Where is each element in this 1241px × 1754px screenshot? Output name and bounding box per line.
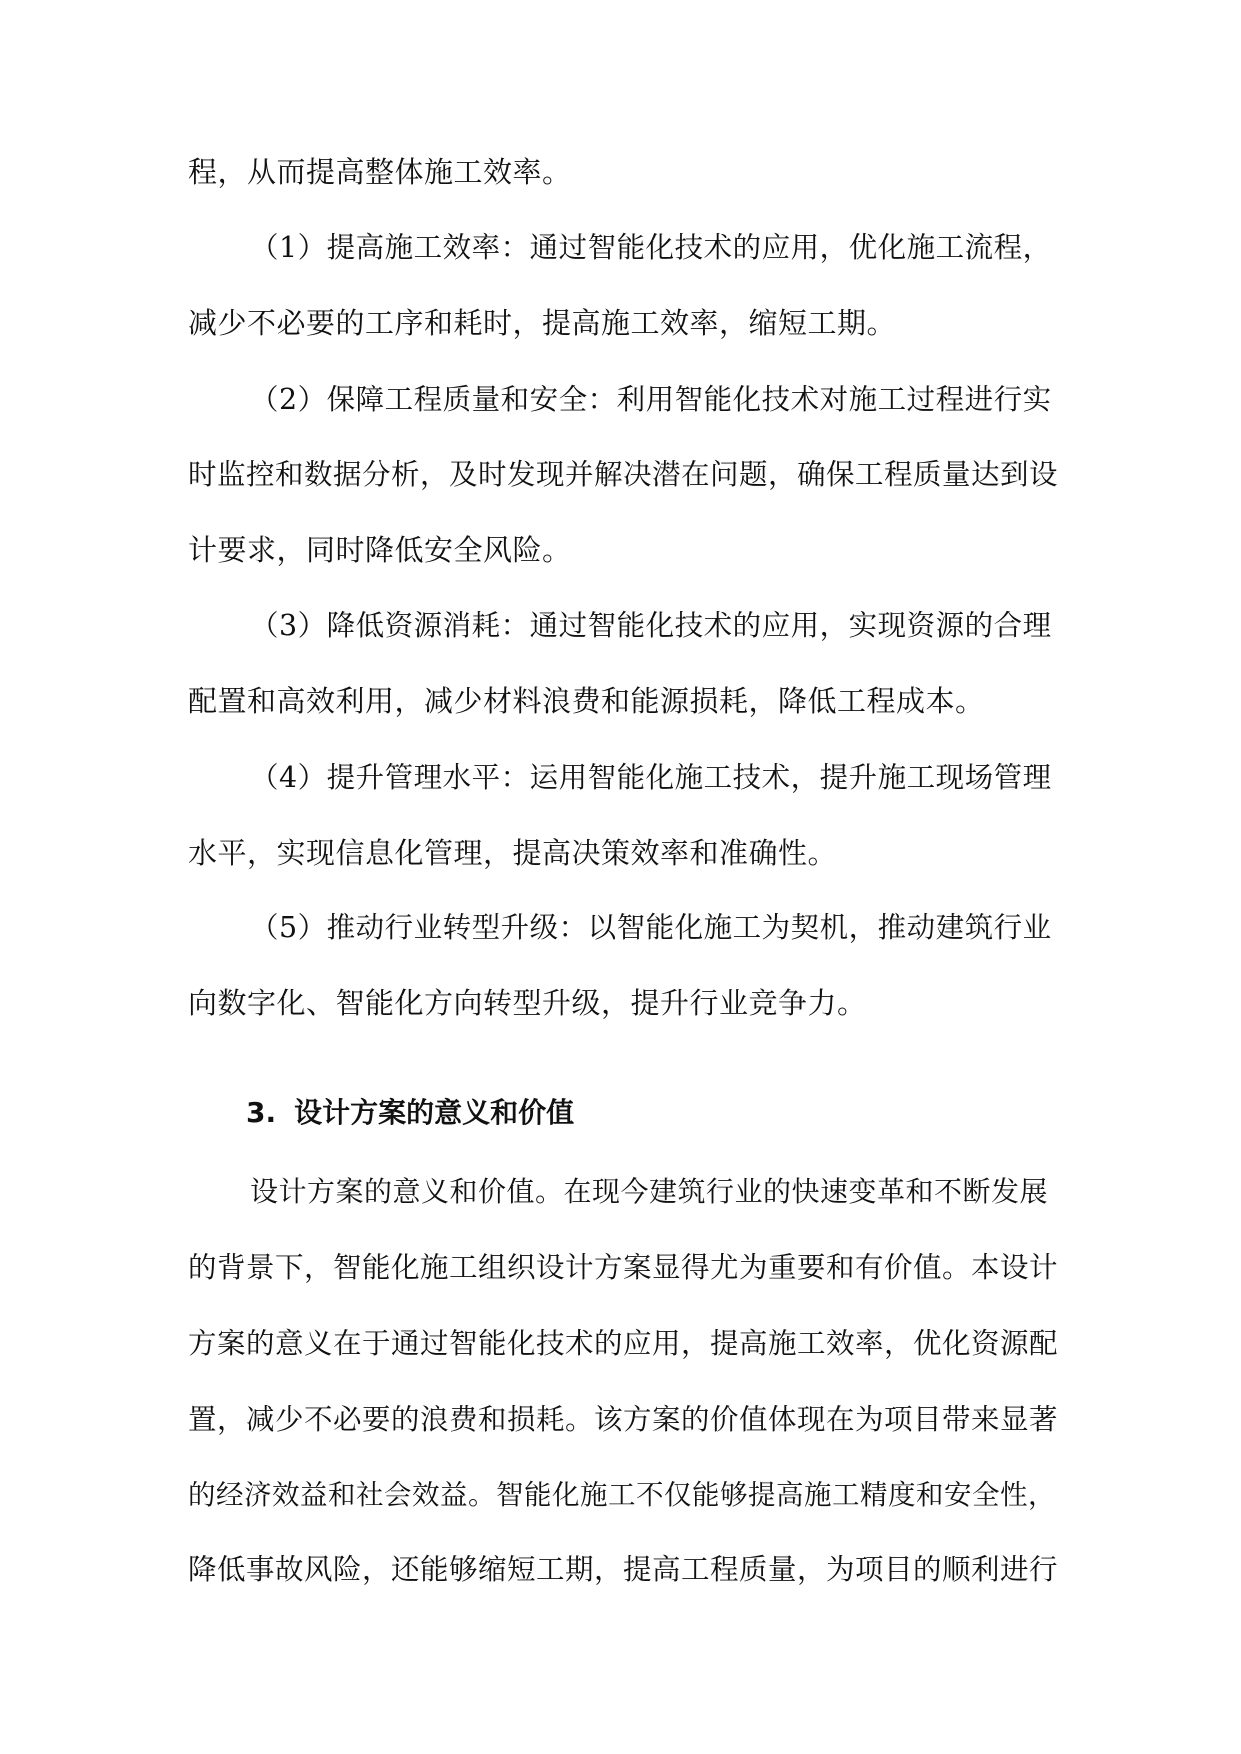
list-item-line: （4）提升管理水平：运用智能化施工技术，提升施工现场管理 xyxy=(250,761,1052,794)
section-number: 3. xyxy=(246,1096,277,1129)
list-item-line: （2）保障工程质量和安全：利用智能化技术对施工过程进行实 xyxy=(250,383,1052,416)
text-line: 计要求，同时降低安全风险。 xyxy=(188,533,572,567)
paragraph-line: 设计方案的意义和价值。在现今建筑行业的快速变革和不断发展 xyxy=(250,1175,1049,1208)
text-line: 向数字化、智能化方向转型升级，提升行业竞争力。 xyxy=(188,986,867,1020)
list-item-line: （5）推动行业转型升级：以智能化施工为契机，推动建筑行业 xyxy=(250,911,1052,944)
text-line: 方案的意义在于通过智能化技术的应用，提高施工效率，优化资源配 xyxy=(188,1327,1059,1360)
text-line: 降低事故风险，还能够缩短工期，提高工程质量，为项目的顺利进行 xyxy=(188,1553,1059,1586)
text-line: 的背景下，智能化施工组织设计方案显得尤为重要和有价值。本设计 xyxy=(188,1251,1059,1284)
text-line: 水平，实现信息化管理，提高决策效率和准确性。 xyxy=(188,836,838,870)
text-line: 程，从而提高整体施工效率。 xyxy=(188,155,572,189)
text-line: 配置和高效利用，减少材料浪费和能源损耗，降低工程成本。 xyxy=(188,684,985,718)
text-line: 减少不必要的工序和耗时，提高施工效率，缩短工期。 xyxy=(188,306,897,340)
text-line: 时监控和数据分析，及时发现并解决潜在问题，确保工程质量达到设 xyxy=(188,458,1059,491)
text-line: 的经济效益和社会效益。智能化施工不仅能够提高施工精度和安全性， xyxy=(188,1479,1056,1511)
list-item-line: （1）提高施工效率：通过智能化技术的应用，优化施工流程， xyxy=(250,231,1052,264)
text-line: 置，减少不必要的浪费和损耗。该方案的价值体现在为项目带来显著 xyxy=(188,1403,1059,1436)
list-item-line: （3）降低资源消耗：通过智能化技术的应用，实现资源的合理 xyxy=(250,609,1052,642)
section-title: 设计方案的意义和价值 xyxy=(294,1096,575,1129)
section-heading xyxy=(246,1093,574,1133)
